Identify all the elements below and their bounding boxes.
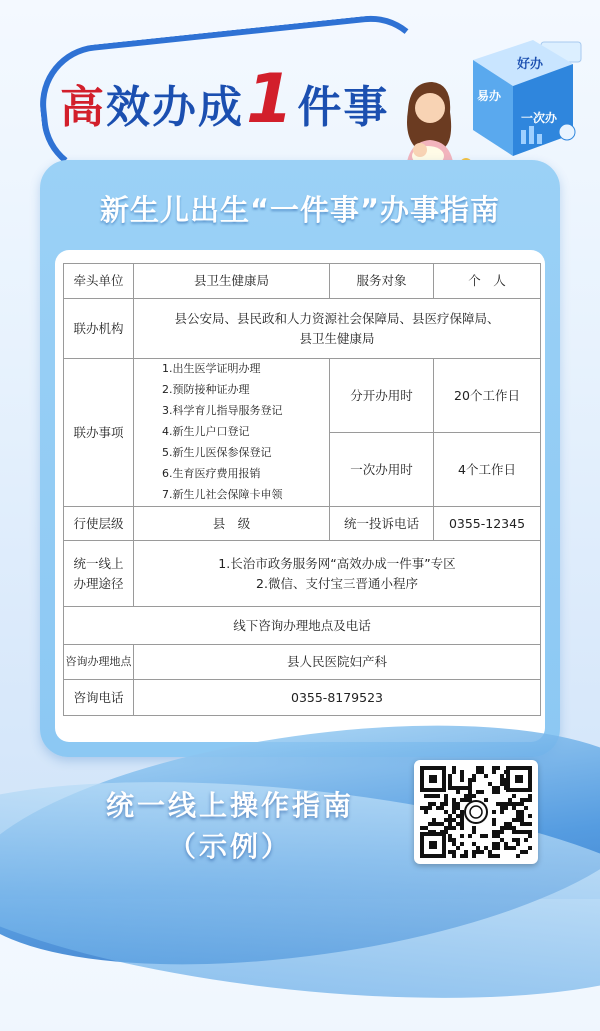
- separate-time-label: 分开办用时: [330, 359, 434, 433]
- joint-agencies-line2: 县卫生健康局: [299, 330, 375, 346]
- table-row: [64, 507, 541, 541]
- table-row: [64, 607, 541, 645]
- offline-heading: 线下咨询办理地点及电话: [64, 607, 541, 645]
- online-channel-line1: 1.长治市政务服务网“高效办成一件事”专区: [218, 556, 456, 572]
- cube-label-good: 好办: [517, 57, 544, 72]
- qr-code[interactable]: [414, 760, 538, 864]
- table-row: [64, 541, 541, 607]
- table-row: [64, 680, 541, 716]
- title-part1: 高: [60, 82, 106, 133]
- once-time-value: 4个工作日: [434, 433, 541, 507]
- cube-illustration: [455, 30, 585, 180]
- service-target-label: 服务对象: [330, 264, 434, 299]
- level-label: 行使层级: [64, 507, 134, 541]
- list-item: 1.出生医学证明办理: [162, 362, 261, 376]
- table-row: [64, 645, 541, 680]
- list-item: 3.科学育儿指导服务登记: [162, 404, 283, 418]
- joint-agencies-value: [134, 299, 541, 359]
- table-row: [64, 264, 541, 299]
- list-item: 7.新生儿社会保障卡申领: [162, 487, 283, 501]
- guide-table: [63, 263, 541, 716]
- joint-agencies-label: 联办机构: [64, 299, 134, 359]
- once-time-label: 一次办用时: [330, 433, 434, 507]
- online-label-line2: 办理途径: [73, 575, 124, 591]
- title-part3: 件事: [297, 82, 390, 133]
- consult-phone-label: 咨询电话: [64, 680, 134, 716]
- online-channel-line2: 2.微信、支付宝三晋通小程序: [256, 575, 418, 591]
- online-guide-line1: 统一线上操作指南: [105, 789, 354, 822]
- online-channel-label: [64, 541, 134, 607]
- consult-place-label: 咨询办理地点: [64, 645, 134, 680]
- joint-agencies-line1: 县公安局、县民政和人力资源社会保障局、县医疗保障局、: [174, 311, 500, 327]
- service-target-value: 个 人: [434, 264, 541, 299]
- consult-phone-value: 0355-8179523: [134, 680, 541, 716]
- consult-place-value: 县人民医院妇产科: [134, 645, 541, 680]
- complaint-label: 统一投诉电话: [330, 507, 434, 541]
- lead-unit-value: 县卫生健康局: [134, 264, 330, 299]
- list-item: 5.新生儿医保参保登记: [162, 445, 272, 459]
- title-number: 1: [246, 60, 296, 139]
- level-value: 县 级: [134, 507, 330, 541]
- title-part2: 效办成: [106, 82, 244, 133]
- cube-label-once: 一次办: [521, 111, 558, 125]
- separate-time-value: 20个工作日: [434, 359, 541, 433]
- list-item: 2.预防接种证办理: [162, 383, 250, 397]
- complaint-phone: 0355-12345: [434, 507, 541, 541]
- online-guide-line2: （示例）: [167, 829, 292, 863]
- lead-unit-label: 牵头单位: [64, 264, 134, 299]
- card-title: 新生儿出生“一件事”办事指南: [99, 193, 501, 227]
- qr-code-icon: [420, 766, 532, 858]
- table-row: [64, 299, 541, 359]
- online-channel-value: [134, 541, 541, 607]
- cube-label-easy: 易办: [477, 89, 502, 103]
- list-item: 6.生育医疗费用报销: [162, 466, 261, 480]
- table-row: [64, 359, 541, 433]
- joint-items-list: [134, 359, 330, 507]
- online-guide-caption: [70, 786, 390, 867]
- header-title: [60, 60, 389, 139]
- list-item: 4.新生儿户口登记: [162, 425, 250, 439]
- online-label-line1: 统一线上: [73, 556, 124, 572]
- joint-items-label: 联办事项: [64, 359, 134, 507]
